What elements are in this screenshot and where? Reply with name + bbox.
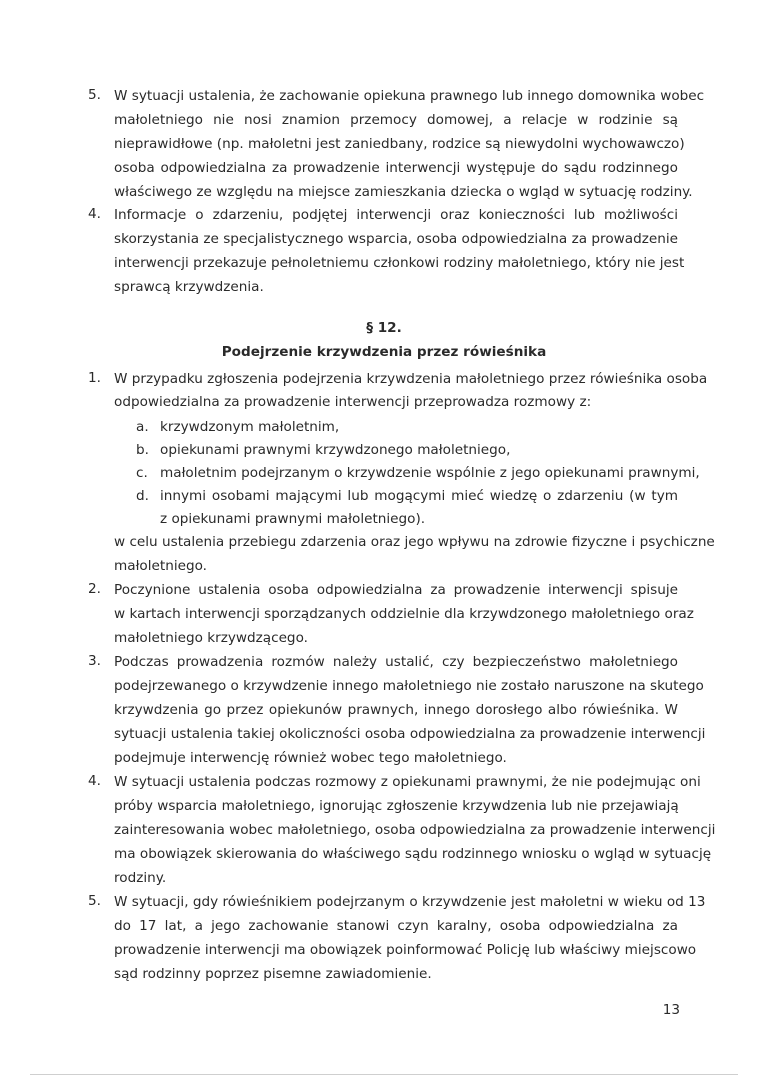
- scan-edge-divider: [30, 1074, 738, 1075]
- item-line: małoletniego nie nosi znamion przemocy domowej, a relacje w rodzinie są: [114, 112, 678, 128]
- sub-item-text: krzywdzonym małoletnim,: [160, 419, 340, 435]
- item-line: ma obowiązek skierowania do właściwego sądu rodzinnego wniosku o wgląd w sytuację: [114, 846, 712, 862]
- sub-item-letter: a.: [136, 419, 149, 435]
- item-line: odpowiedzialna za prowadzenie interwencji przeprowadza rozmowy z:: [114, 394, 592, 410]
- item-line: podejmuje interwencję również wobec tego małoletniego.: [114, 750, 507, 766]
- item-line: zainteresowania wobec małoletniego, osoba odpowiedzialna za prowadzenie interwencji: [114, 822, 716, 838]
- sub-item-text: z opiekunami prawnymi małoletniego).: [160, 511, 426, 527]
- item-line: próby wsparcia małoletniego, ignorując zgłoszenie krzywdzenia lub nie przejawiają: [114, 798, 679, 814]
- item-line: nieprawidłowe (np. małoletni jest zaniedbany, rodzice są niewydolni wychowawczo): [114, 136, 685, 152]
- item-line: W sytuacji ustalenia, że zachowanie opiekuna prawnego lub innego domownika wobec: [114, 88, 705, 104]
- item-number: 3.: [88, 653, 101, 669]
- page-number: 13: [662, 1002, 680, 1018]
- sub-item-text: małoletnim podejrzanym o krzywdzenie wspólnie z jego opiekunami prawnymi,: [160, 465, 700, 481]
- item-line: Informacje o zdarzeniu, podjętej interwencji oraz konieczności lub możliwości: [114, 207, 678, 223]
- item-line: właściwego ze względu na miejsce zamieszkania dziecka o wgląd w sytuację rodziny.: [114, 184, 693, 200]
- item-line: osoba odpowiedzialna za prowadzenie interwencji występuje do sądu rodzinnego: [114, 160, 678, 176]
- item-line: skorzystania ze specjalistycznego wsparcia, osoba odpowiedzialna za prowadzenie: [114, 231, 678, 247]
- item-line: W przypadku zgłoszenia podejrzenia krzywdzenia małoletniego przez rówieśnika osoba: [114, 371, 708, 387]
- section-number: § 12.: [366, 320, 402, 336]
- item-number: 4.: [88, 773, 101, 789]
- item-number: 4.: [88, 206, 101, 222]
- item-line: małoletniego krzywdzącego.: [114, 630, 308, 646]
- section-title: Podejrzenie krzywdzenia przez rówieśnika: [221, 344, 547, 360]
- sub-item-letter: d.: [136, 488, 149, 504]
- item-number: 2.: [88, 581, 101, 597]
- item-line: sprawcą krzywdzenia.: [114, 279, 264, 295]
- item-line: prowadzenie interwencji ma obowiązek poinformować Policję lub właściwy miejscowo: [114, 942, 697, 958]
- item-number: 5.: [88, 893, 101, 909]
- item-number: 1.: [88, 370, 101, 386]
- sub-item-letter: c.: [136, 465, 148, 481]
- item-line: interwencji przekazuje pełnoletniemu członkowi rodziny małoletniego, który nie jest: [114, 255, 685, 271]
- item-line: sąd rodzinny poprzez pisemne zawiadomienie.: [114, 966, 432, 982]
- sub-item-text: innymi osobami mającymi lub mogącymi mieć wiedzę o zdarzeniu (w tym: [160, 488, 678, 504]
- item-line: małoletniego.: [114, 558, 208, 574]
- item-line: krzywdzenia go przez opiekunów prawnych, innego dorosłego albo rówieśnika. W: [114, 702, 678, 718]
- item-line: sytuacji ustalenia takiej okoliczności osoba odpowiedzialna za prowadzenie interwencji: [114, 726, 706, 742]
- item-line: Poczynione ustalenia osoba odpowiedzialna za prowadzenie interwencji spisuje: [114, 582, 678, 598]
- item-line: W sytuacji ustalenia podczas rozmowy z opiekunami prawnymi, że nie podejmując oni: [114, 774, 701, 790]
- item-line: w celu ustalenia przebiegu zdarzenia oraz jego wpływu na zdrowie fizyczne i psychiczne: [114, 534, 715, 550]
- sub-item-text: opiekunami prawnymi krzywdzonego małoletniego,: [160, 442, 511, 458]
- item-line: w kartach interwencji sporządzanych oddzielnie dla krzywdzonego małoletniego oraz: [114, 606, 694, 622]
- item-line: do 17 lat, a jego zachowanie stanowi czyn karalny, osoba odpowiedzialna za: [114, 918, 678, 934]
- item-line: rodziny.: [114, 870, 167, 886]
- sub-item-letter: b.: [136, 442, 149, 458]
- item-line: podejrzewanego o krzywdzenie innego małoletniego nie zostało naruszone na skutego: [114, 678, 704, 694]
- item-line: W sytuacji, gdy rówieśnikiem podejrzanym o krzywdzenie jest małoletni w wieku od 13: [114, 894, 706, 910]
- item-number: 5.: [88, 87, 101, 103]
- item-line: Podczas prowadzenia rozmów należy ustalić, czy bezpieczeństwo małoletniego: [114, 654, 678, 670]
